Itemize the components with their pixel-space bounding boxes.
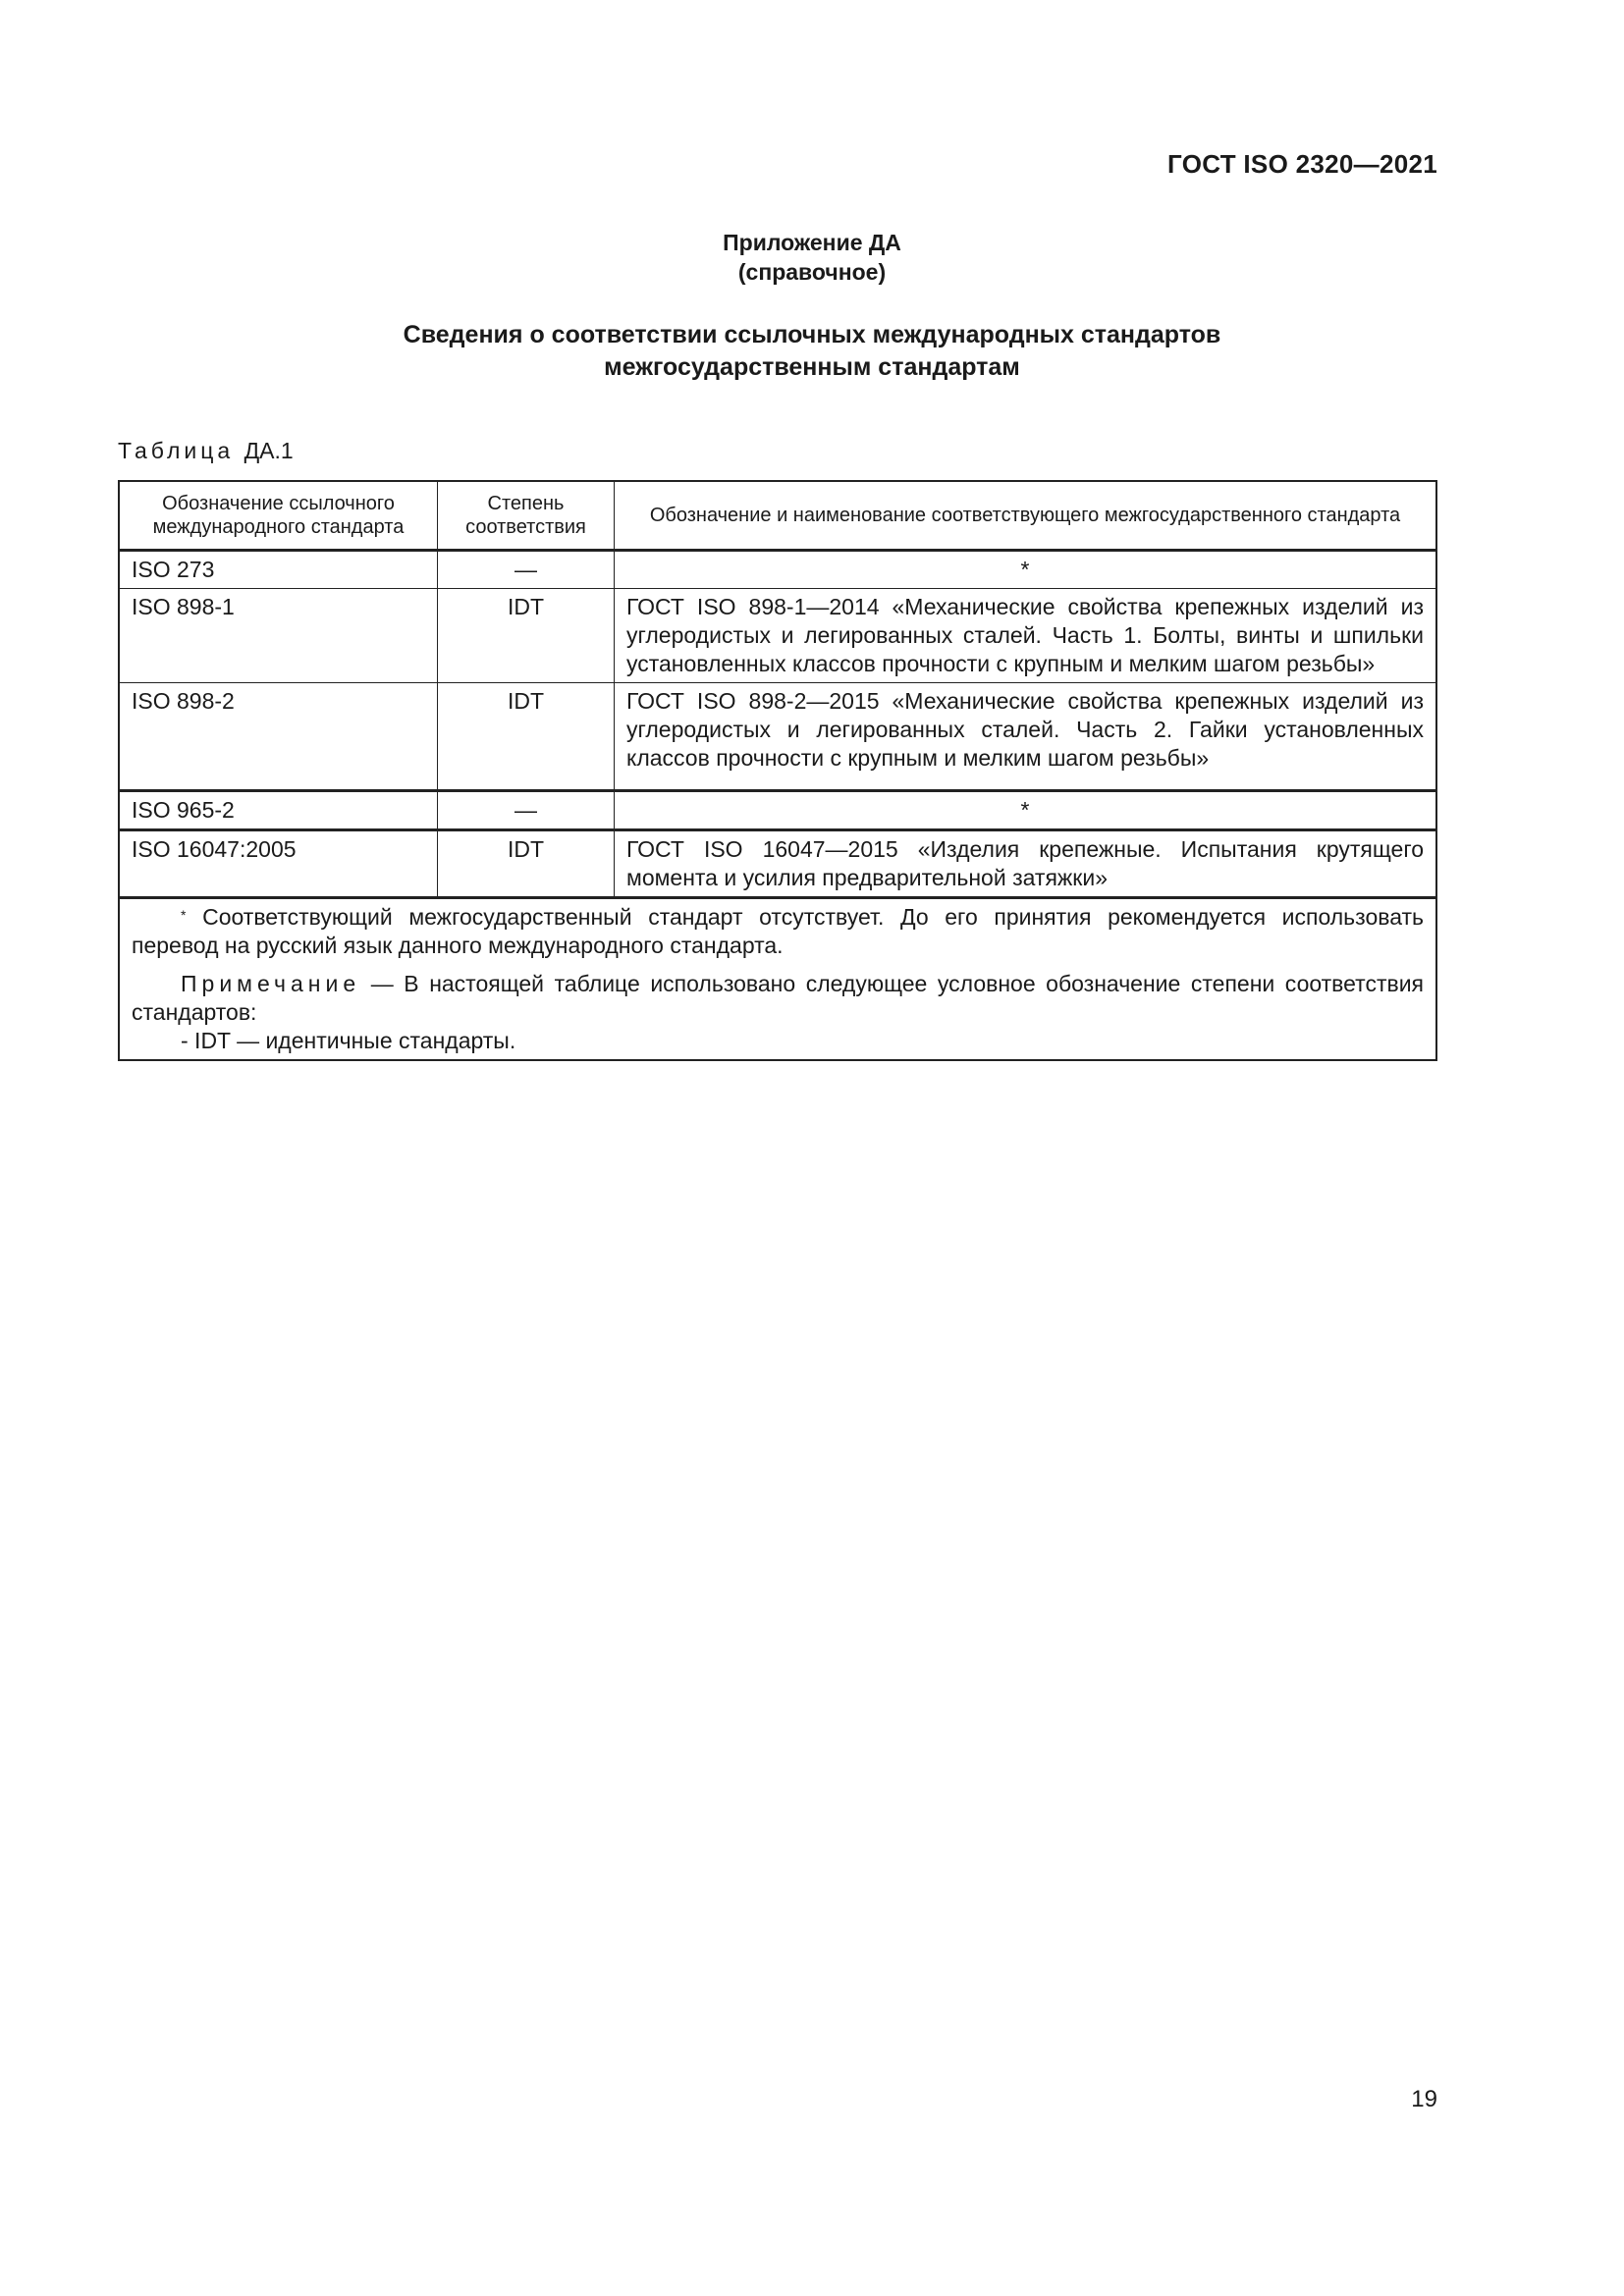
page-title-line-1: Сведения о соответствии ссылочных международных стандартов bbox=[403, 321, 1221, 348]
table-caption-number: ДА.1 bbox=[244, 438, 294, 463]
annex-subtitle: (справочное) bbox=[737, 259, 887, 285]
note-label: Примечание bbox=[181, 971, 361, 996]
footnote-text: Соответствующий межгосударственный стандарт отсутствует. До его принятия рекомендуется использовать перевод на русский язык данного международного стандарта. bbox=[132, 904, 1424, 958]
table-header-row bbox=[119, 481, 1436, 551]
table-row bbox=[119, 683, 1436, 791]
cell-degree: — bbox=[438, 791, 615, 830]
cell-reference: ISO 16047:2005 bbox=[119, 830, 438, 898]
standards-table bbox=[118, 480, 1437, 1061]
table-row bbox=[119, 589, 1436, 683]
cell-reference: ISO 273 bbox=[119, 551, 438, 589]
cell-gost: ГОСТ ISO 898-1—2014 «Механические свойства крепежных изделий из углеродистых и легированных сталей. Часть 1. Болты, винты и шпильки установленных классов прочности с крупным и мелким шагом резьбы» bbox=[615, 589, 1437, 683]
table-notes bbox=[119, 898, 1436, 1061]
cell-gost: * bbox=[615, 791, 1437, 830]
cell-degree: IDT bbox=[438, 589, 615, 683]
cell-gost: * bbox=[615, 551, 1437, 589]
cell-degree: IDT bbox=[438, 683, 615, 791]
cell-gost: ГОСТ ISO 898-2—2015 «Механические свойства крепежных изделий из углеродистых и легированных сталей. Часть 2. Гайки установленных классов прочности с крупным и мелким шагом резьбы» bbox=[615, 683, 1437, 791]
table-row bbox=[119, 551, 1436, 589]
header-reference-standard: Обозначение ссылочного международного стандарта bbox=[119, 481, 438, 551]
table-note bbox=[132, 970, 1424, 1027]
page-title-line-2: межгосударственным стандартам bbox=[604, 353, 1020, 381]
cell-degree: IDT bbox=[438, 830, 615, 898]
annex-title: Приложение ДА bbox=[723, 230, 901, 255]
table-footnote bbox=[132, 903, 1424, 960]
note-text: — В настоящей таблице использовано следующее условное обозначение степени соответствия стандартов: bbox=[132, 971, 1425, 1025]
annex-heading bbox=[0, 228, 1624, 287]
cell-reference: ISO 898-1 bbox=[119, 589, 438, 683]
header-interstate-standard: Обозначение и наименование соответствующего межгосударственного стандарта bbox=[615, 481, 1437, 551]
note-item: - IDT — идентичные стандарты. bbox=[181, 1028, 516, 1053]
cell-degree: — bbox=[438, 551, 615, 589]
page-title bbox=[0, 319, 1624, 384]
cell-reference: ISO 965-2 bbox=[119, 791, 438, 830]
table-notes-row bbox=[119, 898, 1436, 1061]
table-caption-word: Таблица bbox=[118, 438, 235, 463]
table-row bbox=[119, 830, 1436, 898]
document-code: ГОСТ ISO 2320—2021 bbox=[1167, 149, 1437, 179]
cell-reference: ISO 898-2 bbox=[119, 683, 438, 791]
header-degree: Степень соответствия bbox=[438, 481, 615, 551]
table-caption bbox=[118, 438, 294, 464]
footnote-mark: * bbox=[181, 907, 187, 923]
page-number: 19 bbox=[1411, 2086, 1437, 2112]
table-row bbox=[119, 791, 1436, 830]
cell-gost: ГОСТ ISO 16047—2015 «Изделия крепежные. Испытания крутящего момента и усилия предварительной затяжки» bbox=[615, 830, 1437, 898]
